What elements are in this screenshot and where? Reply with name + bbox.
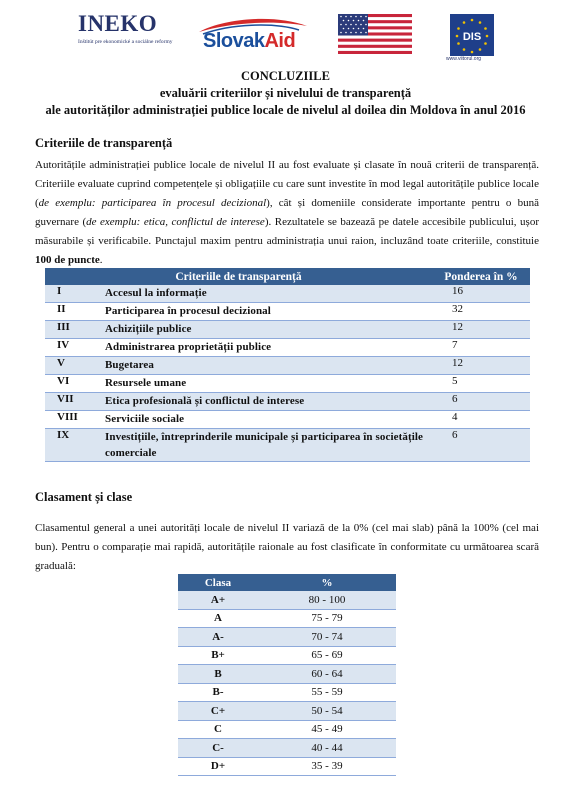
ineko-logo — [78, 12, 184, 46]
class-range: 35 - 39 — [258, 757, 396, 776]
criterion-number: VII — [45, 393, 101, 411]
class-grade: C — [178, 720, 258, 739]
table-row — [45, 303, 530, 321]
table-row — [45, 285, 530, 303]
class-grade: B — [178, 665, 258, 684]
ranking-paragraph: Clasamentul general a unei autorități locale de nivelul II variază de la 0% (cel mai slab) până la 100% (cel mai bun). Pentru o comparație mai rapidă, autoritățile raionale au fost clasificate în conformitate cu următoarea scară graduală: — [35, 522, 539, 572]
table-row — [178, 683, 396, 702]
criterion-number: II — [45, 303, 101, 321]
criteria-paragraph-example: de exemplu: participarea în procesul decizional — [38, 197, 267, 209]
table-row — [178, 591, 396, 609]
title-line-3: ale autorităților administrației publice locale de nivelul al doilea din Moldova în anul 2016 — [45, 103, 526, 117]
section-heading-ranking: Clasament și clase — [35, 490, 133, 504]
class-grade: A — [178, 609, 258, 628]
title-line-1: CONCLUZIILE — [241, 69, 330, 83]
criterion-number: V — [45, 357, 101, 375]
criteria-paragraph — [35, 156, 539, 270]
dis-logo-url: www.viitorul.org — [446, 56, 482, 62]
slovakaid-logo-slovak: Slovak — [203, 30, 265, 52]
table-row — [178, 757, 396, 776]
table-row — [45, 339, 530, 357]
class-range: 70 - 74 — [258, 628, 396, 647]
dis-logo-icon — [450, 14, 494, 60]
class-range: 65 - 69 — [258, 646, 396, 665]
table-row — [178, 665, 396, 684]
class-range: 80 - 100 — [258, 591, 396, 609]
class-grade: A+ — [178, 591, 258, 609]
criterion-weight: 6 — [432, 393, 530, 411]
class-range: 60 - 64 — [258, 665, 396, 684]
section-heading-criteria: Criteriile de transparență — [35, 136, 173, 150]
document-title — [0, 68, 571, 119]
criteria-paragraph-part: Autoritățile administrației publice locale de nivelul II au fost evaluate și clasate în nouă criterii de transparență. Criteriile evaluate cuprind competențele și obligațiile cu care sunt investite în mod legal autoritățile publice locale ( — [35, 159, 539, 209]
class-range: 50 - 54 — [258, 702, 396, 721]
class-grade: C+ — [178, 702, 258, 721]
logo-bar — [0, 0, 571, 68]
class-table-header-percent: % — [258, 574, 396, 591]
class-range: 75 - 79 — [258, 609, 396, 628]
table-row — [178, 609, 396, 628]
table-row — [178, 720, 396, 739]
criterion-name: Participarea în procesul decizional — [101, 303, 432, 321]
class-range: 55 - 59 — [258, 683, 396, 702]
criteria-paragraph-example: de exemplu: etica, conflictul de interese — [86, 216, 265, 228]
dis-logo-label: DIS — [462, 31, 482, 43]
table-row — [178, 628, 396, 647]
us-flag-icon — [338, 14, 412, 54]
criterion-name: Serviciile sociale — [101, 411, 432, 429]
criterion-number: VI — [45, 375, 101, 393]
criteria-paragraph-part: ), cât și domeniile considerate importante pentru o bună guvernare ( — [35, 197, 539, 228]
criterion-number: IV — [45, 339, 101, 357]
class-table — [178, 574, 396, 776]
criteria-table-header-weight: Ponderea în % — [432, 268, 530, 285]
table-row — [45, 321, 530, 339]
criterion-name: Investițiile, întreprinderile municipale și participarea în societățile comerciale — [101, 429, 432, 462]
criterion-weight: 5 — [432, 375, 530, 393]
criterion-number: VIII — [45, 411, 101, 429]
criterion-name: Etica profesională și conflictul de interese — [101, 393, 432, 411]
slovakaid-logo — [195, 16, 311, 62]
ineko-logo-name: INEKO — [78, 11, 158, 36]
table-row — [178, 646, 396, 665]
class-grade: A- — [178, 628, 258, 647]
criterion-name: Achizițiile publice — [101, 321, 432, 339]
criteria-paragraph-part: ). Rezultatele se bazează pe datele accesibile publicului, ușor măsurabile și verificabile. Punctajul maxim pentru administrația unui raion, incluzând toate criteriile, constituie — [35, 216, 539, 247]
criterion-weight: 6 — [432, 429, 530, 462]
class-grade: B- — [178, 683, 258, 702]
criterion-weight: 16 — [432, 285, 530, 303]
criterion-name: Administrarea proprietății publice — [101, 339, 432, 357]
criterion-weight: 4 — [432, 411, 530, 429]
table-row — [178, 739, 396, 758]
class-grade: B+ — [178, 646, 258, 665]
criterion-number: I — [45, 285, 101, 303]
criterion-weight: 12 — [432, 357, 530, 375]
criterion-number: III — [45, 321, 101, 339]
criterion-weight: 32 — [432, 303, 530, 321]
table-row — [45, 375, 530, 393]
criteria-paragraph-part: . — [99, 254, 103, 266]
class-range: 40 - 44 — [258, 739, 396, 758]
slovakaid-logo-aid: Aid — [264, 30, 296, 52]
class-grade: D+ — [178, 757, 258, 776]
criterion-name: Resursele umane — [101, 375, 432, 393]
title-line-2: evaluării criteriilor și nivelului de transparență — [159, 86, 412, 100]
criterion-name: Accesul la informație — [101, 285, 432, 303]
table-row — [45, 411, 530, 429]
criteria-paragraph-max-points: 100 de puncte — [35, 254, 100, 266]
table-row — [45, 429, 530, 462]
class-range: 45 - 49 — [258, 720, 396, 739]
class-table-header-class: Clasa — [178, 574, 258, 591]
criterion-weight: 7 — [432, 339, 530, 357]
class-grade: C- — [178, 739, 258, 758]
criteria-table-header-name: Criteriile de transparență — [45, 268, 432, 285]
criterion-number: IX — [45, 429, 101, 462]
criteria-table — [45, 268, 530, 462]
criterion-weight: 12 — [432, 321, 530, 339]
table-row — [45, 357, 530, 375]
table-row — [45, 393, 530, 411]
table-row — [178, 702, 396, 721]
ineko-logo-subtitle: Inštitút pre ekonomické a sociálne reformy — [78, 39, 173, 45]
criterion-name: Bugetarea — [101, 357, 432, 375]
